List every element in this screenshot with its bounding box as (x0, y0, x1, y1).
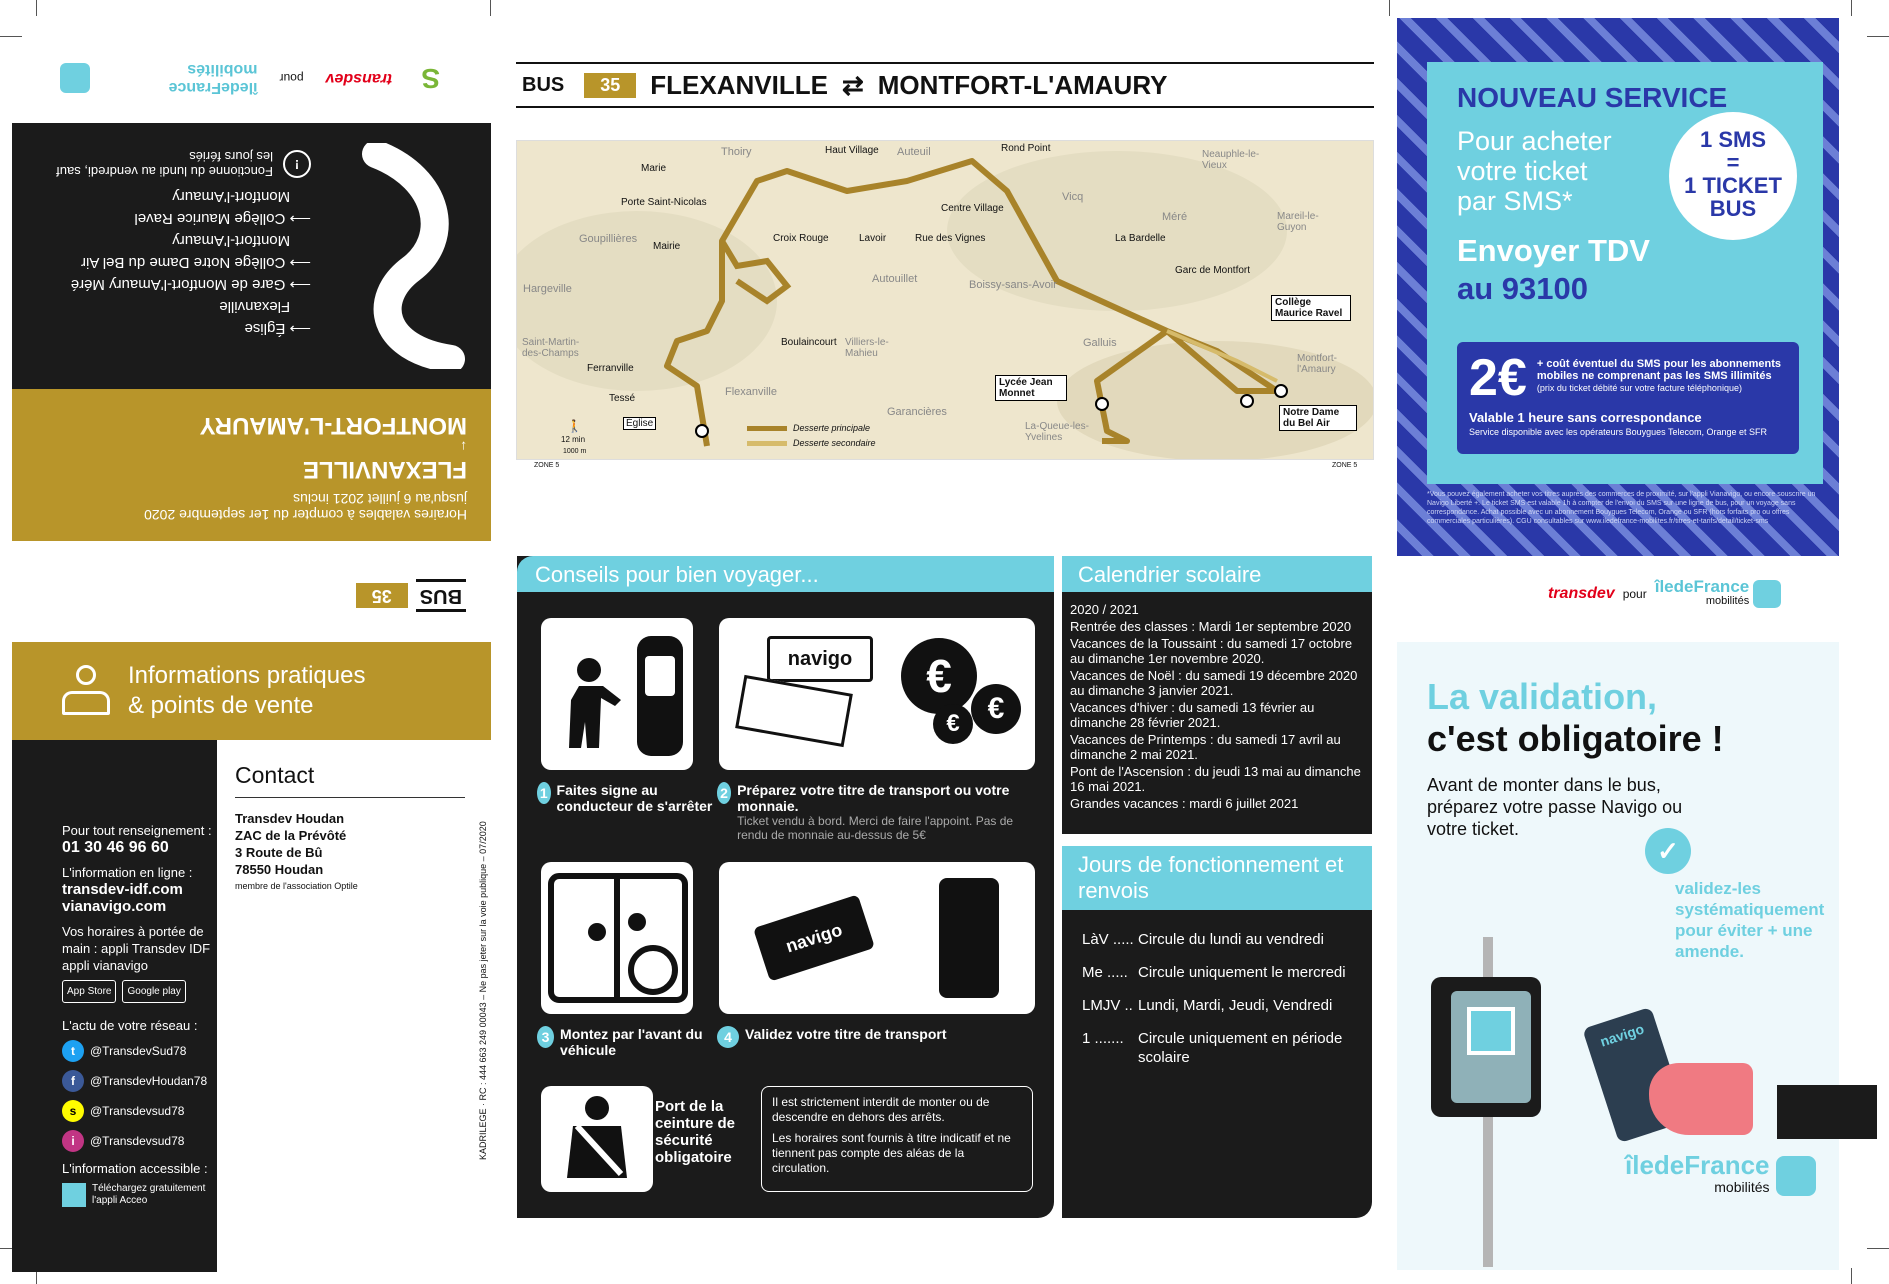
pour-text: pour (279, 71, 304, 85)
stop-item: ⟶ Église (244, 320, 311, 337)
legend-main: Desserte principale (793, 423, 871, 433)
town-label: Méré (1162, 211, 1188, 223)
jours-item: 1 ....... Circule uniquement en période scolaire (1082, 1030, 1343, 1066)
step-1: 1 Faites signe au conducteur de s'arrêter (537, 782, 717, 814)
sms-footnote: *Vous pouvez également acheter vos titres auprès des commerces de proximité, sur l'appli Vianavigo, ou encore souscrire un Navigo Liberté +. Le ticket SMS est valable 1h à compter de l'envoi du SMS sur une ligne de bus, pour un voyage sans correspondance. Achat possible avec un abonnement Bouygues Telecom, Orange ou SFR (hors forfaits pro ou offres commerciales particulières). CGU consultables sur www.iledefrance-mobilites.fr/titres-et-tarifs/detail/ticket-sms (1427, 491, 1816, 525)
stop-item: ⟶ Collège Maurice Ravel (134, 210, 311, 227)
hand-icon (1649, 1063, 1753, 1135)
step-number: 2 (717, 782, 731, 804)
sms-panel (1397, 18, 1839, 556)
euro-icon: € (901, 638, 977, 714)
conseils-panel (517, 556, 1054, 1218)
validation-panel (1397, 642, 1839, 1270)
bus-label: BUS (416, 580, 466, 613)
stylized-s-icon (361, 143, 471, 369)
stop-item: ⟶ Gare de Montfort-l'Amaury Méré (70, 276, 311, 293)
stop-label: La Bardelle (1115, 233, 1166, 244)
validate-tile (719, 862, 1035, 1014)
info-title: & points de vente (128, 692, 314, 719)
stop-label: Ferranville (587, 363, 634, 374)
stop-label: Notre Dame du Bel Air (1279, 405, 1357, 431)
price-box: 2€ + coût éventuel du SMS pour les abonnements mobiles ne comprenant pas les SMS illimités (prix du ticket débité sur votre facture téléphonique) Valable 1 heure sans correspondance Service disponible avec les opérateurs Bouygues Telecom, Orange et SFR (1457, 342, 1799, 454)
stop-item: ⟶ Collège Notre Dame du Bel Air (81, 254, 311, 271)
calendrier-panel: Calendrier scolaire 2020 / 2021 Rentrée des classes : Mardi 1er septembre 2020 Vacances de la Toussaint : du samedi 17 octobre au dimanche 1er novembre 2020. Vacances de Noël : du samedi 19 décembre 2020 au dimanche 3 janvier 2021. Vacances d'hiver : du samedi 13 février au dimanche 28 février 2021. Vacances de Printemps : du samedi 17 avril au dimanche 2 mai 2021. Pont de l'Ascension : du jeudi 13 mai au dimanche 16 mai 2021. Grandes vacances : mardi 6 juillet 2021 (1062, 556, 1372, 834)
stop-label: Porte Saint-Nicolas (621, 197, 707, 208)
sms-lines: Pour acheter votre ticket par SMS* (1457, 126, 1612, 216)
town-label: Villiers-le-Mahieu (845, 337, 889, 359)
validation-title: La validation, (1427, 676, 1658, 717)
google-play-badge[interactable]: Google play (122, 980, 185, 1003)
left-top-logos (60, 56, 440, 100)
person-desk-icon (62, 665, 110, 717)
validation-logos: transdev pour îledeFrance mobilités (1548, 580, 1781, 608)
idfm-logo: îledeFrance mobilités (1625, 1154, 1816, 1198)
navigo-card-icon: navigo (753, 894, 875, 981)
euro-icon: € (971, 684, 1021, 734)
walk-time: 12 min (561, 435, 586, 444)
stops-list (71, 185, 311, 339)
stop-item: Flexanville (219, 298, 291, 315)
site-link[interactable]: vianavigo.com (62, 898, 167, 915)
zone-label: ZONE 5 (534, 462, 560, 469)
navigo-card-icon: navigo (767, 636, 873, 682)
step-number: 4 (717, 1026, 739, 1048)
scale: 1000 m (563, 448, 587, 455)
validation-title: c'est obligatoire ! (1427, 718, 1724, 759)
stop-label: Boulaincourt (781, 337, 837, 348)
stop-label: Rond Point (1001, 143, 1051, 154)
town-label: Vicq (1062, 191, 1084, 203)
idfm-logo: îledeFrance mobilités (60, 60, 258, 96)
route-destination: MONTFORT-L'AMAURY (199, 412, 467, 439)
info-title: Informations pratiques (128, 662, 366, 689)
step-number: 3 (537, 1026, 554, 1048)
sncf-logo: S (421, 63, 440, 94)
stop-label: Garc de Montfort (1175, 265, 1251, 276)
jours-item: LMJV .. Lundi, Mardi, Jeudi, Vendredi (1082, 997, 1333, 1014)
transdev-logo: transdev (1548, 585, 1615, 602)
euro-icon: € (933, 704, 973, 744)
town-label: Flexanville (725, 386, 777, 398)
step-3: 3 Montez par l'avant du véhicule (537, 1026, 717, 1058)
walk-icon: 🚶 (567, 419, 582, 433)
seatbelt-tile (541, 1086, 653, 1192)
seatbelt-text: Port de la ceinture de sécurité obligatoire (655, 1098, 736, 1166)
idfm-logo-icon (60, 63, 90, 93)
validity-line: jusqu'au 6 juillet 2021 inclus (293, 491, 467, 507)
stop-label: Haut Village (825, 145, 879, 156)
sms-title: NOUVEAU SERVICE (1457, 82, 1728, 113)
left-bus-badge (346, 576, 466, 616)
town-label: Thoiry (721, 146, 752, 158)
left-stops-panel (12, 123, 491, 389)
two-way-arrow-icon: ⇄ (841, 69, 864, 100)
stop-label: Église (623, 417, 656, 430)
site-link[interactable]: transdev-idf.com (62, 881, 183, 898)
bus-label: BUS (522, 73, 565, 96)
twitter-icon: t (62, 1040, 84, 1062)
bus-number: 35 (584, 73, 636, 98)
rules-box: Il est strictement interdit de monter ou de descendre en dehors des arrêts. Les horaires sont fournis à titre indicatif et ne tiennent pas compte des aléas de la circulation. (761, 1086, 1033, 1192)
stop-label: Croix Rouge (773, 233, 829, 244)
town-label: Autouillet (872, 273, 918, 285)
validity-line: Horaires valables à compter du 1er septembre 2020 (144, 507, 467, 523)
board-front-tile (541, 862, 693, 1014)
town-label: Montfort-l'Amaury (1297, 353, 1338, 375)
instagram-icon: i (62, 1130, 84, 1152)
stop-label: Lavoir (859, 233, 887, 244)
stop-item: Montfort-l'Amaury (172, 188, 291, 205)
sms-badge: 1 SMS = 1 TICKET BUS (1669, 112, 1797, 240)
facebook-icon: f (62, 1070, 84, 1092)
hail-bus-tile (541, 618, 693, 770)
town-label: Galluis (1083, 337, 1117, 349)
route-origin: FLEXANVILLE (302, 456, 467, 483)
idfm-logo-icon (1776, 1156, 1816, 1196)
vertical-legal-note: KADRILEGE · RC : 444 663 249 00043 – Ne pas jeter sur la voie publique – 07/2020 (478, 821, 488, 1160)
snapchat-link[interactable]: s @Transdevsud78 (62, 1100, 217, 1122)
conseils-title-bar: Conseils pour bien voyager... (517, 556, 1054, 592)
validation-tip: validez-les systématiquement pour éviter + une amende. (1675, 879, 1825, 961)
instagram-link[interactable]: i @Transdevsud78 (62, 1130, 217, 1152)
notice: ! Fonctionne du lundi au vendredi, sauf les jours fériés (53, 149, 311, 179)
town-label: Saint-Martin-des-Champs (522, 337, 580, 359)
price: 2€ (1469, 349, 1527, 407)
jours-item: LàV ..... Circule du lundi au vendredi (1082, 931, 1324, 948)
twitter-link[interactable]: t @TransdevSud78 (62, 1040, 217, 1062)
route-arrow-icon: ↓ (460, 439, 467, 455)
phone-number[interactable]: 01 30 46 96 60 (62, 839, 169, 856)
jours-item: Me ..... Circule uniquement le mercredi (1082, 964, 1346, 981)
town-label: Goupillières (579, 233, 638, 245)
step-number: 1 (537, 782, 551, 804)
validation-text: Avant de monter dans le bus, préparez votre passe Navigo ou votre ticket. (1427, 775, 1683, 839)
validator-illustration (1431, 937, 1831, 1267)
town-label: Neauphle-le-Vieux (1202, 149, 1260, 171)
route-title-block (12, 389, 491, 541)
acceo-link[interactable]: Téléchargez gratuitement l'appli Acceo (92, 1183, 206, 1206)
stop-label: Mairie (653, 241, 681, 252)
info-icon: ! (283, 150, 311, 178)
stop-label: Tessé (609, 393, 636, 404)
town-label: Auteuil (897, 146, 931, 158)
validator-icon (939, 878, 999, 998)
ticket-money-tile (719, 618, 1035, 770)
jours-title-bar: Jours de fonctionnement et renvois (1062, 846, 1372, 910)
town-label: La-Queue-les-Yvelines (1025, 421, 1089, 443)
contact-title: Contact (235, 762, 465, 798)
navigo-reader-icon (1467, 1007, 1515, 1055)
app-store-badge[interactable]: App Store (62, 980, 116, 1003)
check-icon: ✓ (1645, 828, 1691, 874)
transdev-logo: transdev (325, 70, 393, 87)
stop-item: Montfort-l'Amaury (172, 232, 291, 249)
legend-secondary: Desserte secondaire (793, 438, 876, 448)
idfm-logo-icon (1753, 580, 1781, 608)
stop-label: Centre Village (941, 203, 1004, 214)
bus-number: 35 (356, 584, 408, 609)
town-label: Garancières (887, 406, 947, 418)
route-map (516, 140, 1374, 460)
navigo-card-icon: navigo (1582, 1007, 1688, 1143)
ear-icon (62, 1183, 86, 1207)
contact-block: Contact Transdev Houdan ZAC de la Prévôté 3 Route de Bû 78550 Houdan membre de l'association Optile (235, 762, 465, 891)
town-label: Mareil-le-Guyon (1277, 211, 1319, 233)
zone-label: ZONE 5 (1332, 462, 1358, 469)
info-header (12, 642, 491, 740)
idfm-logo: îledeFrance mobilités (1655, 580, 1782, 608)
snapchat-icon: s (62, 1100, 84, 1122)
stop-label: Collège Maurice Ravel (1271, 295, 1351, 321)
route-origin: FLEXANVILLE (650, 69, 828, 100)
step-4: 4 Validez votre titre de transport (717, 1026, 1037, 1048)
send-instructions: Envoyer TDV au 93100 (1457, 233, 1650, 306)
sms-inner (1427, 62, 1823, 484)
ticket-icon (735, 675, 853, 747)
stop-label: Lycée Jean Monnet (995, 375, 1067, 401)
town-label: Boissy-sans-Avoir (969, 279, 1057, 291)
contact-sidebar: Pour tout renseignement : 01 30 46 96 60 L'information en ligne : transdev-idf.com vianavigo.com Vos horaires à portée de main : appli Transdev IDF appli vianavigo App Store Google play L'actu de votre réseau : t @TransdevSud78 f @TransdevHoudan78 s @Transdevsud78 i @Transdevsud78 L'information accessible : Téléchargez gratuitement l'appli Acceo (12, 740, 217, 1272)
stop-label: Rue des Vignes (915, 233, 986, 244)
town-label: Hargeville (523, 283, 572, 295)
step-2: 2 Préparez votre titre de transport ou votre monnaie. Ticket vendu à bord. Merci de faire l'appoint. Pas de rendu de monnaie au-dessus de 5€ (717, 782, 1037, 842)
route-header (516, 62, 1374, 108)
jours-panel (1062, 846, 1372, 1218)
stop-label: Marie (641, 163, 667, 174)
calendrier-title-bar: Calendrier scolaire (1062, 556, 1372, 592)
facebook-link[interactable]: f @TransdevHoudan78 (62, 1070, 217, 1092)
route-destination: MONTFORT-L'AMAURY (877, 69, 1168, 100)
